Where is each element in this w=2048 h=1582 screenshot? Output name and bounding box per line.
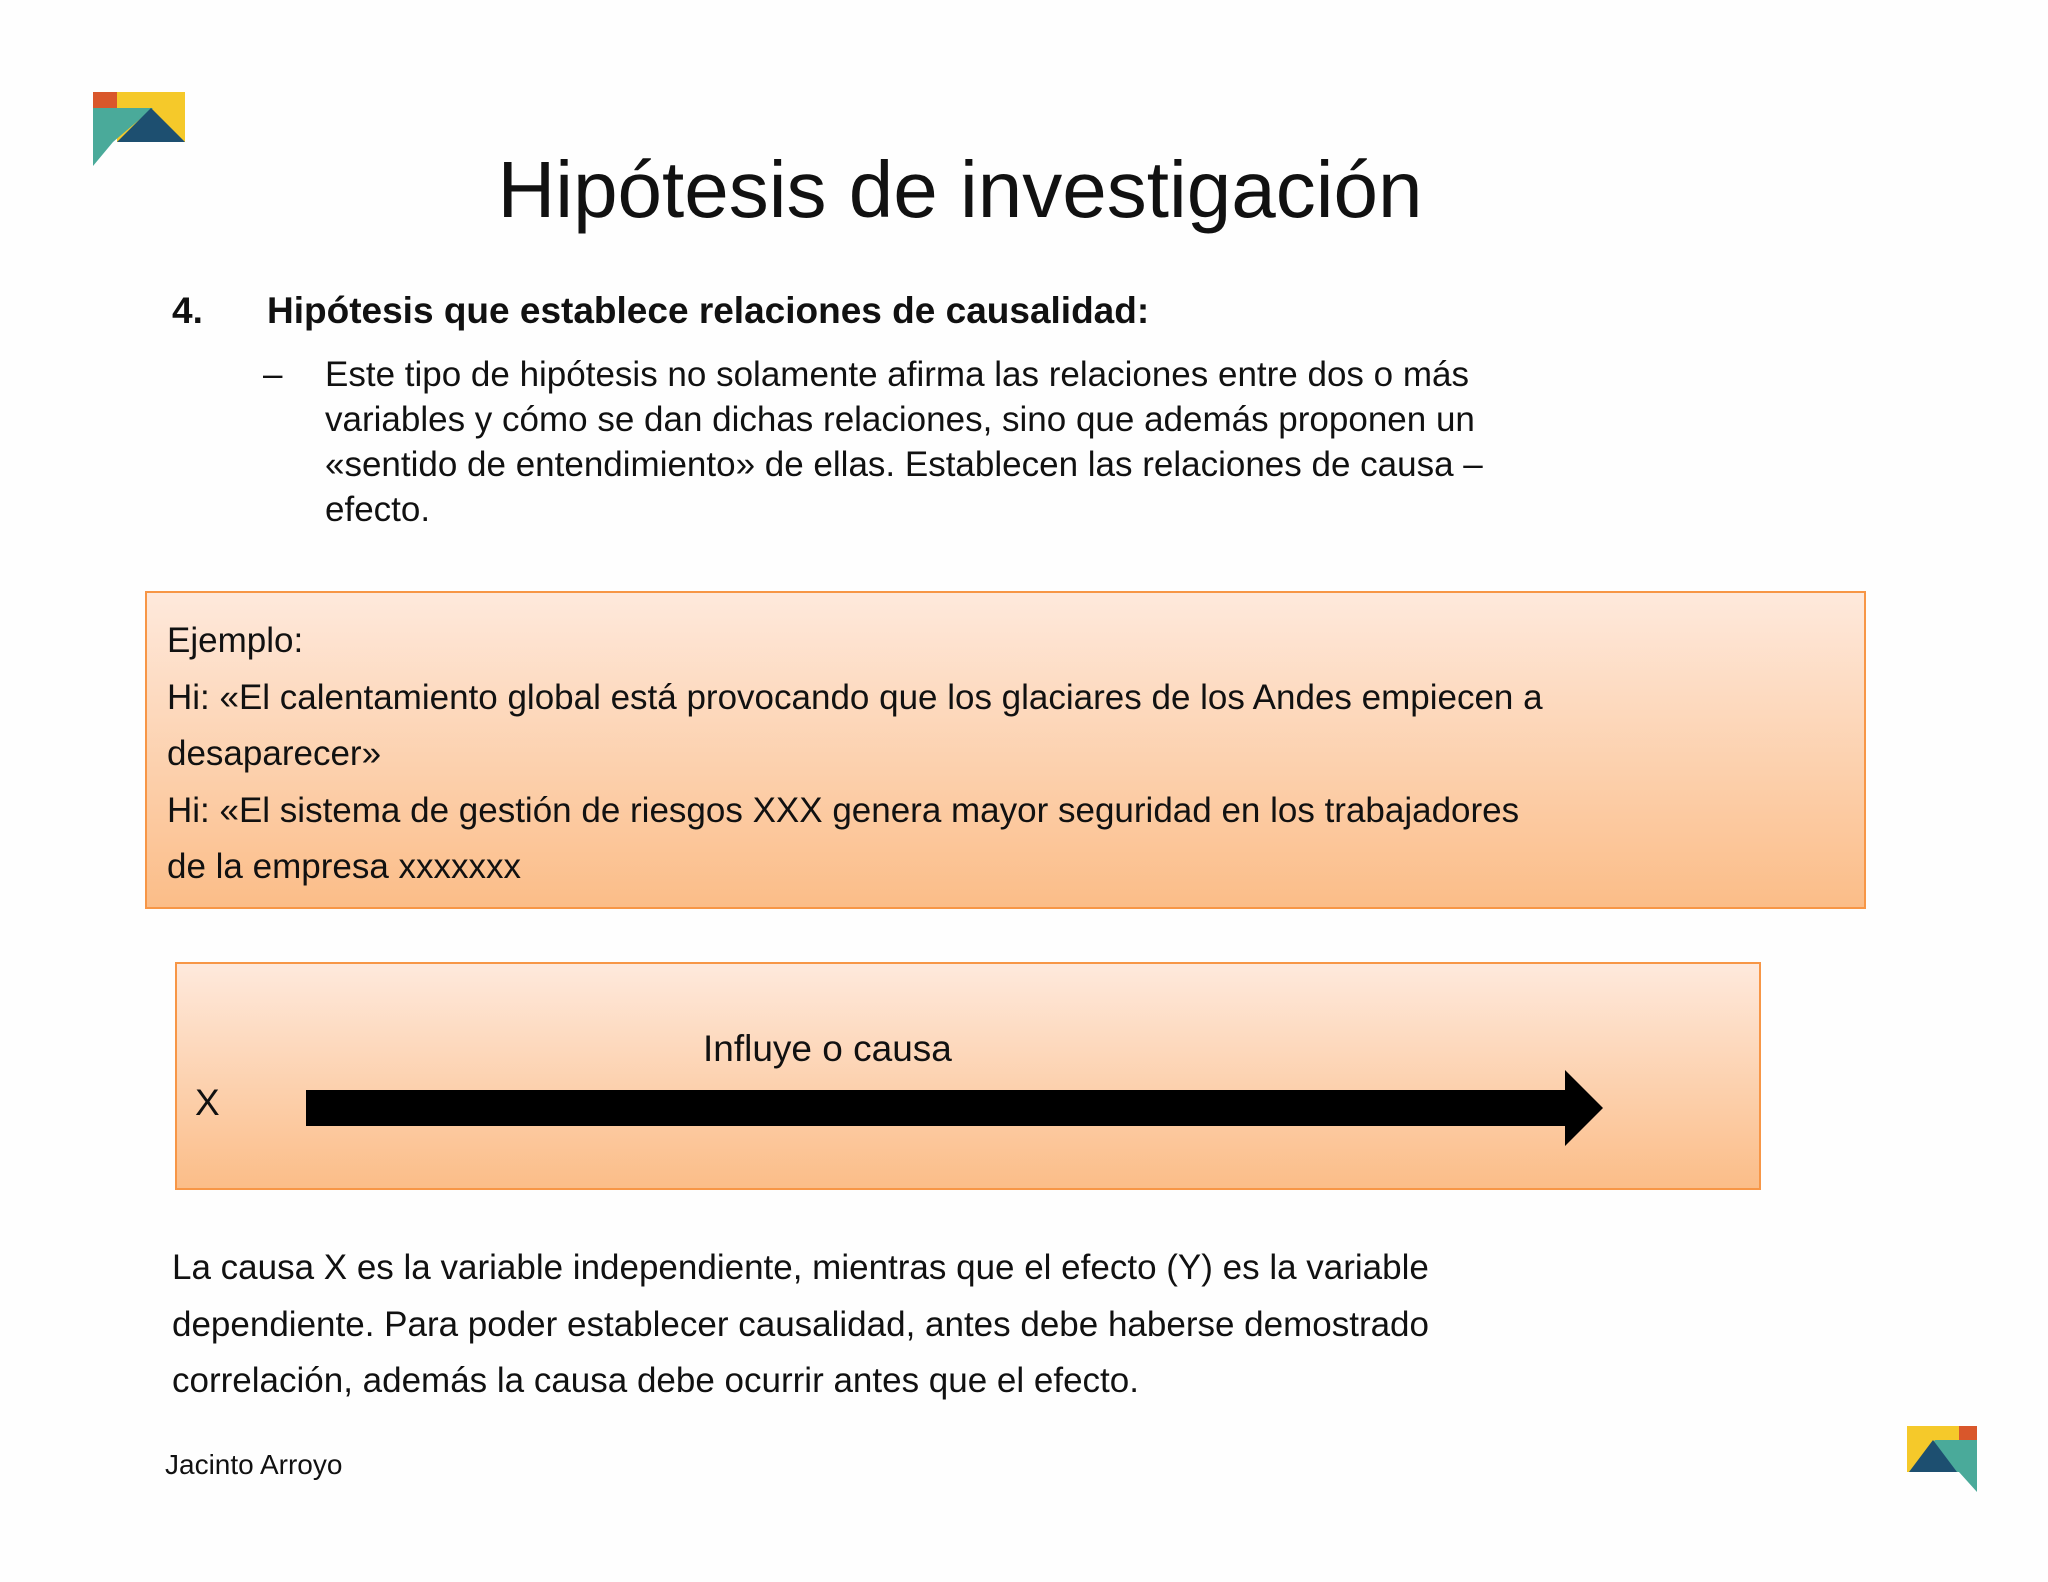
causality-diagram xyxy=(175,962,1761,1190)
bullet-line: variables y cómo se dan dichas relaciones, sino que además proponen un xyxy=(325,400,1475,439)
example-line: Hi: «El sistema de gestión de riesgos XXX genera mayor seguridad en los trabajadores xyxy=(167,790,1520,830)
bullet-dash: – xyxy=(263,355,283,394)
footer-author: Jacinto Arroyo xyxy=(165,1449,343,1480)
bullet-line: «sentido de entendimiento» de ellas. Establecen las relaciones de causa – xyxy=(325,445,1483,484)
arrow-right-icon xyxy=(306,1070,1606,1148)
logo-bottom-right-icon xyxy=(1907,1426,1977,1492)
paragraph-line: La causa X es la variable independiente, mientras que el efecto (Y) es la variable xyxy=(172,1248,1429,1287)
slide-title: Hipótesis de investigación xyxy=(497,145,1423,234)
bullet-text xyxy=(325,352,1483,532)
section-heading xyxy=(172,286,1149,336)
bullet-line: Este tipo de hipótesis no solamente afirma las relaciones entre dos o más xyxy=(325,355,1469,394)
arrow-label: Influye o causa xyxy=(703,1028,952,1069)
example-line: de la empresa xxxxxxx xyxy=(167,847,522,886)
bullet-line: efecto. xyxy=(325,490,431,529)
heading-number: 4. xyxy=(172,290,203,331)
explanation-paragraph xyxy=(172,1240,1429,1410)
example-line: Ejemplo: xyxy=(167,621,304,660)
example-line: desaparecer» xyxy=(167,734,382,773)
example-line: Hi: «El calentamiento global está provocando que los glaciares de los Andes empiecen a xyxy=(167,677,1543,717)
paragraph-line: correlación, además la causa debe ocurrir antes que el efecto. xyxy=(172,1361,1139,1400)
paragraph-line: dependiente. Para poder establecer causalidad, antes debe haberse demostrado xyxy=(172,1304,1429,1344)
example-box xyxy=(145,591,1866,909)
variable-x-label: X xyxy=(195,1082,220,1123)
heading-text: Hipótesis que establece relaciones de causalidad: xyxy=(267,290,1150,331)
